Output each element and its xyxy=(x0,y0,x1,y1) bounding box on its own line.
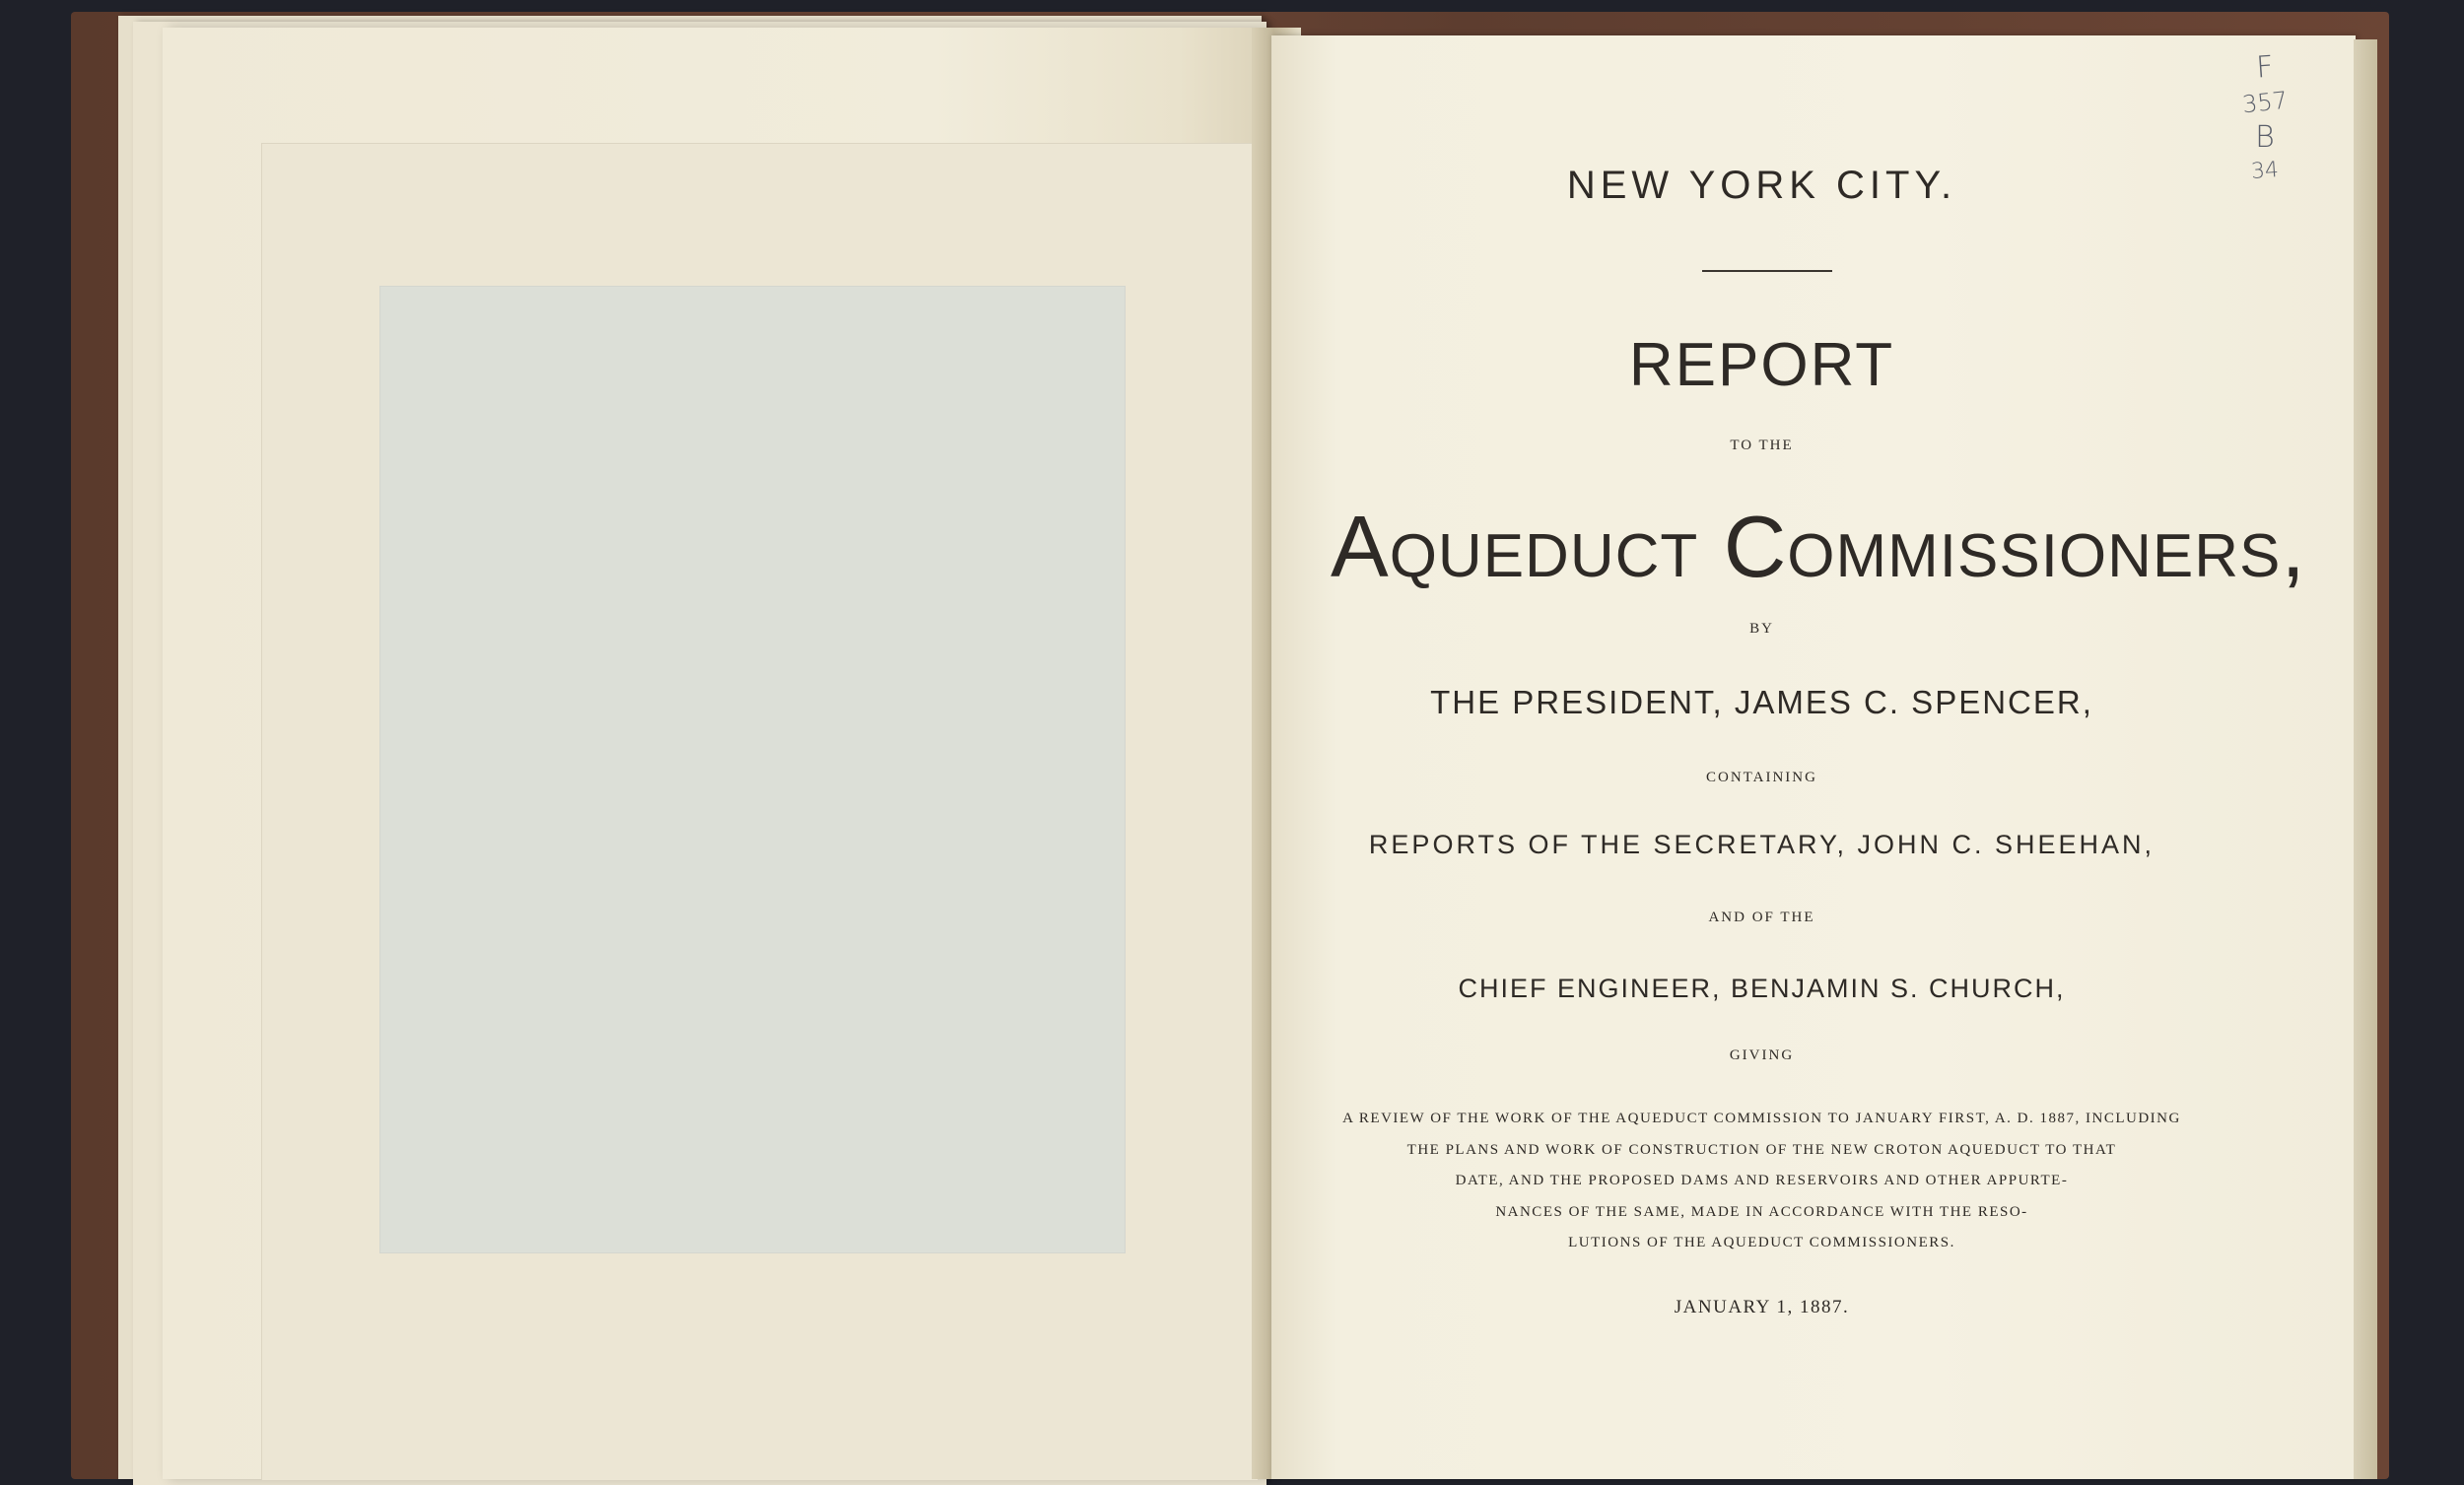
title-rule xyxy=(1702,270,1832,272)
engineer-line: CHIEF ENGINEER, BENJAMIN S. CHURCH, xyxy=(1458,974,2066,1003)
review-line: DATE, AND THE PROPOSED DAMS AND RESERVOIRS AND OTHER APPURTE- xyxy=(1455,1173,2069,1188)
secretary-line: REPORTS OF THE SECRETARY, JOHN C. SHEEHAN, xyxy=(1368,830,2156,859)
president-line: THE PRESIDENT, JAMES C. SPENCER, xyxy=(1430,684,2093,720)
pencil-call-number xyxy=(2235,51,2294,187)
title-page xyxy=(1271,35,2356,1479)
commissioners-heading: Aqueduct Commissioners, xyxy=(1331,498,2306,595)
right-page-edge xyxy=(2354,39,2377,1479)
and-of-the-text: AND OF THE xyxy=(1708,910,1815,925)
review-line: THE PLANS AND WORK OF CONSTRUCTION OF THE NEW CROTON AQUEDUCT TO THAT xyxy=(1406,1141,2117,1158)
to-the-text: TO THE xyxy=(1730,438,1794,453)
review-line: A REVIEW OF THE WORK OF THE AQUEDUCT COMMISSION TO JANUARY FIRST, A. D. 1887, INCLUDING xyxy=(1342,1111,2181,1126)
report-heading: REPORT xyxy=(1628,331,1895,399)
publication-date: JANUARY 1, 1887. xyxy=(1674,1297,1850,1317)
frontispiece-plate xyxy=(379,286,1126,1253)
city-heading: NEW YORK CITY. xyxy=(1566,164,1957,207)
review-line: NANCES OF THE SAME, MADE IN ACCORDANCE WITH THE RESO- xyxy=(1495,1203,2028,1220)
by-text: BY xyxy=(1749,621,1774,637)
call-number-part: F xyxy=(2255,49,2275,86)
call-number-part: B xyxy=(2255,120,2275,155)
call-number-part: 357 xyxy=(2240,86,2290,119)
containing-text: CONTAINING xyxy=(1706,770,1817,785)
review-line: LUTIONS OF THE AQUEDUCT COMMISSIONERS. xyxy=(1568,1235,1955,1250)
call-number-part: 34 xyxy=(2250,158,2280,184)
giving-text: GIVING xyxy=(1729,1047,1795,1063)
review-paragraph xyxy=(1326,1104,2198,1259)
